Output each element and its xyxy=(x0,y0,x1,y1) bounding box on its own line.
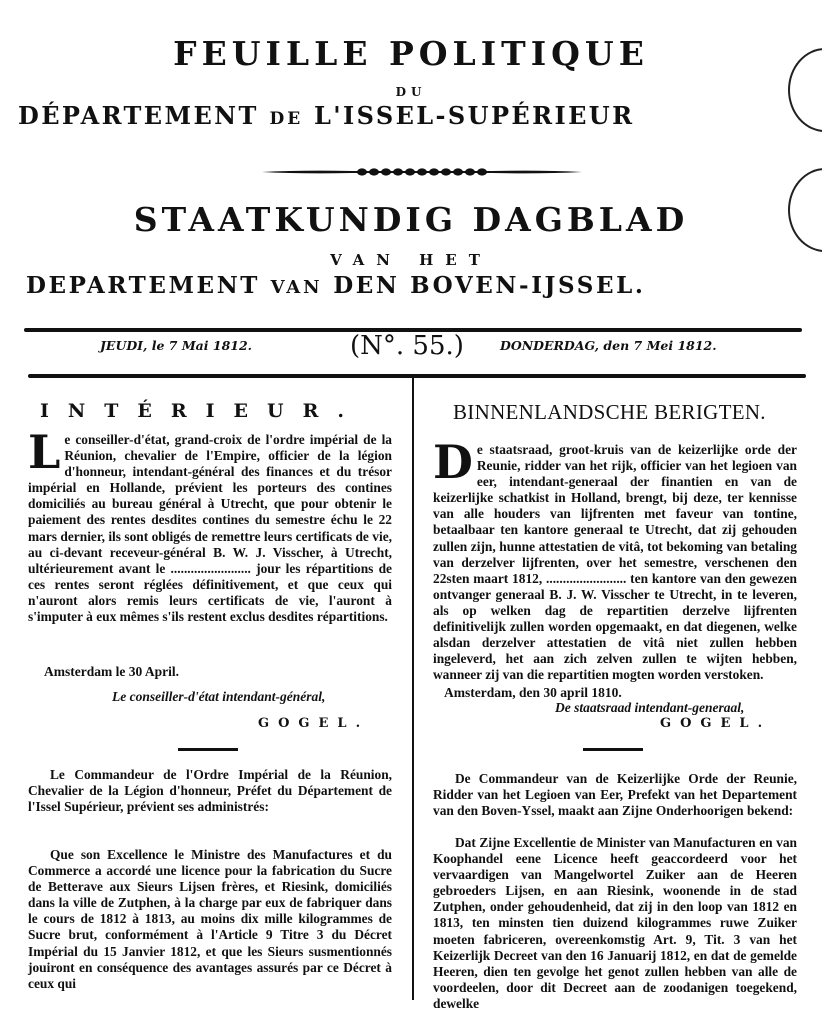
ornamental-rule-icon xyxy=(262,168,582,176)
dept-fr-part1: DÉPARTEMENT xyxy=(18,101,259,130)
masthead-du: DU xyxy=(395,85,427,99)
masthead-title-french: FEUILLE POLITIQUE xyxy=(173,34,649,73)
dateline-dutch: DONDERDAG, den 7 Mei 1812. xyxy=(500,338,717,353)
section-heading-interieur: INTÉRIEUR. xyxy=(40,400,364,422)
article-nl-staatsraad xyxy=(433,435,797,683)
article-body: e conseiller-d'état, grand-croix de l'ordre impérial de la Réunion, chevalier de l'Empire, officier de la légion d'honneur, intendant-général des finances et du trésor impérial en Hollande, prévient les porteurs des contines domiciliés au bureau général à Utrecht, que pour obtenir le paiement des rentes desdites contines du semestre échu le 22 mars dernier, ils sont obligés de remettre leurs certificats de vie, au ci-devant receveur-général B. W. J. Visscher, à Utrecht, ultérieurement avant le ........................ jour les répartitions de ces rentes seront réglées définitivement, et que ceux qui n'auront alors remis leurs certificats de vie, l'auront à s'imputer à eux mêmes s'ils restent exclus desdites répartitions. xyxy=(28,432,392,625)
place-date: Amsterdam le 30 April. xyxy=(44,664,179,679)
article-intro: Le Commandeur de l'Ordre Impérial de la Réunion, Chevalier de la Légion d'honneur, Préfet du Département de l'Issel Supérieur, prévient ses administrés: xyxy=(28,767,392,815)
signer-name: GOGEL. xyxy=(258,716,370,731)
column-divider xyxy=(412,376,414,1000)
article-nl-commandeur xyxy=(433,835,797,1012)
masthead-department-dutch xyxy=(26,274,816,297)
article-fr-commandeur xyxy=(28,847,392,992)
masthead-department-french xyxy=(18,101,818,130)
library-stamp-icon xyxy=(788,168,822,252)
section-heading-binnenlandsche-berigten: BINNENLANDSCHE BERIGTEN. xyxy=(453,400,766,424)
signer-name: GOGEL. xyxy=(660,716,772,731)
article-fr-conseiller xyxy=(28,425,392,625)
dept-fr-de: DE xyxy=(269,109,304,129)
masthead-title-dutch: STAATKUNDIG DAGBLAD xyxy=(133,200,689,239)
article-body: e staatsraad, groot-kruis van de keizerlijke orde der Reunie, ridder van het rijk, officier van het legioen van eer, intendant-generaal der finantien en van de keizerlijke schatkist in Holland, brengt, bij deze, ter kennisse van alle houders van lijfrenten met faveur van tontine, betaalbaar ten kantore generaal te Utrecht, dat zij gehouden zullen zijn, hunne attestatien de vitâ, tot bekoming van betaling van derzelver lijfrenten, over het semestre, verschenen den 22sten maart 1812, ........................ ten kantore van den gewezen ontvanger generaal B. J. W. Visscher te Utrecht, in te leveren, als op welken dag de repartitien derzelve lijfrenten definitivelijk zullen worden opgemaakt, en dat diegenen, welke alsdan derzelver attestatien de vitâ niet zullen hebben ingeleverd, het aan zich zelven zullen te wijten hebben, wanneer zij van die repartitien mogten worden verstoken. xyxy=(433,442,797,683)
dept-nl-part2: DEN BOVEN-IJSSEL. xyxy=(333,272,646,299)
article-body: Que son Excellence le Ministre des Manufactures et du Commerce a accordé une licence pour la fabrication du Sucre de Betterave aux Sieurs Lijsen frères, et Riesink, domiciliés dans la ville de Zutphen, à la charge par eux de fabriquer dans le cours de 1812 à 1813, au moins dix mille kilogrammes de Sucre brut, conformément à l'Article 9 Titre 3 du Décret Impérial du 15 Janvier 1812, et que les Sieurs susmentionnés jouiront en conséquence des avantages assurés par ce Décret à ceux qui xyxy=(28,847,392,991)
issue-number: (N°. 55.) xyxy=(350,331,464,361)
header-rule-bottom xyxy=(28,374,806,378)
article-fr-commandeur-intro xyxy=(28,767,392,815)
signer-title: De staatsraad intendant-generaal, xyxy=(555,700,745,715)
dept-fr-part2: L'ISSEL-SUPÉRIEUR xyxy=(314,101,635,130)
dateline-french: JEUDI, le 7 Mai 1812. xyxy=(100,338,253,353)
dropcap: L xyxy=(28,425,61,479)
article-separator xyxy=(583,748,643,751)
dept-nl-van: VAN xyxy=(270,277,323,298)
article-separator xyxy=(178,748,238,751)
article-body: Dat Zijne Excellentie de Minister van Manufacturen en van Koophandel eene Licence heeft geaccordeerd voor het vervaardigen van Mangelwortel Zuiker aan de Heeren gebroeders Lijsen, en aan Riesink, woonende in de stad Zutphen, onder gehoudenheid, dat zij in den loop van 1812 en 1813, ten minsten tien duizend kilogrammes ruwe Zuiker moeten fabriceren, overeenkomstig Art. 9, Tit. 3 van het Keizerlijk Decreet van den 16 Januarij 1812, en dat de gemelde Heeren, dien ten gevolge het genot zullen hebben van alle de voordeelen, door dit Decreet aan de zoodanigen toegekend, dewelke xyxy=(433,835,797,1011)
dept-nl-part1: DEPARTEMENT xyxy=(26,272,261,299)
place-date: Amsterdam, den 30 april 1810. xyxy=(444,685,622,700)
article-intro: De Commandeur van de Keizerlijke Orde der Reunie, Ridder van het Legioen van Eer, Prefekt van het Departement van den Boven-Yssel, maakt aan Zijne Onderhoorigen bekend: xyxy=(433,771,797,819)
signer-title: Le conseiller-d'état intendant-général, xyxy=(112,689,326,704)
masthead-van-het: VAN HET xyxy=(330,251,492,269)
dropcap: D xyxy=(433,435,473,489)
article-nl-commandeur-intro xyxy=(433,771,797,819)
